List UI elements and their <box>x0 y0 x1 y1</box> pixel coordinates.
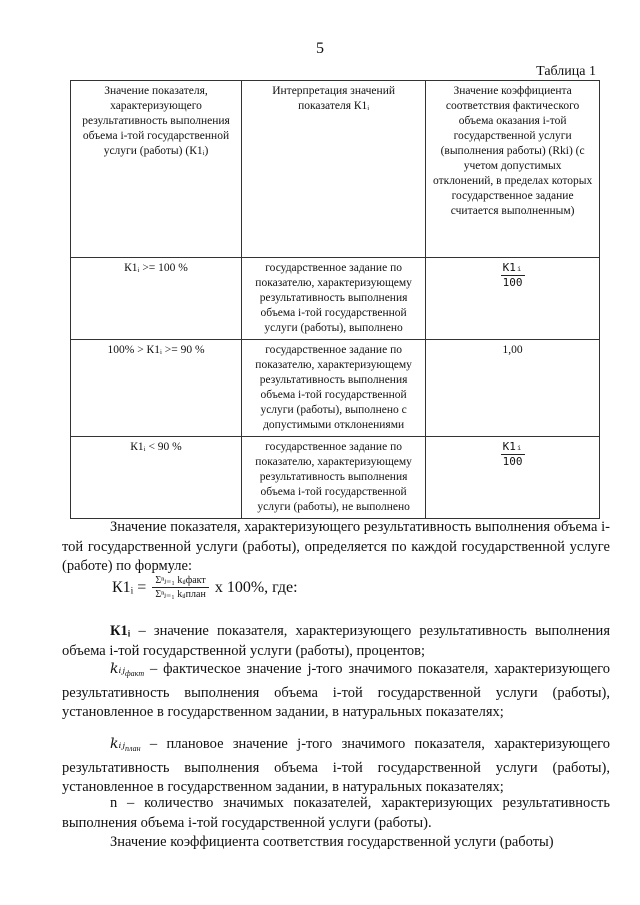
header-coefficient: Значение коэффициента соответствия фактического объема оказания i-той государственной услуги (выполнения работы) (Rki) (с учетом допустимых отклонений, в пределах которых государственное задание считается выполненным) <box>426 81 600 258</box>
header-interpretation: Интерпретация значений показателя К1ᵢ <box>242 81 426 258</box>
header-indicator-value: Значение показателя, характеризующего результативность выполнения объема i-той государственной услуги (работы) (К1ᵢ) <box>71 81 242 258</box>
closing-paragraph: Значение коэффициента соответствия государственной услуги (работы) <box>110 834 554 850</box>
row-interpretation: государственное задание по показателю, характеризующему результативность выполнения объема i-той государственной услуги (работы), не выполнено <box>242 437 426 519</box>
formula-lhs: К1ᵢ = <box>112 578 147 596</box>
table-caption: Таблица 1 <box>536 64 596 79</box>
definition-k1 <box>62 622 610 661</box>
page-number: 5 <box>316 40 324 57</box>
table-header-row <box>71 81 600 258</box>
intro-paragraph: Значение показателя, характеризующего результативность выполнения объема i-той государственной услуги (работы), определяется по каждой государственной услуге (работе) по формуле: <box>62 519 610 574</box>
formula-denominator: Σⁿⱼ₌₁ kᵢⱼплан <box>155 589 206 600</box>
coefficient-fraction <box>501 440 525 469</box>
row-interpretation: государственное задание по показателю, характеризующему результативность выполнения объема i-той государственной услуги (работы), выполнено с допустимыми отклонениями <box>242 340 426 437</box>
formula-fraction <box>152 574 209 601</box>
table-row <box>71 258 600 340</box>
fraction-numerator: К1ᵢ <box>502 440 523 453</box>
row-condition: 100% > К1ᵢ >= 90 % <box>71 340 242 437</box>
definition-k1-text: – значение показателя, характеризующего результативность выполнения объема i-той государственной услуги (работы), процентов; <box>62 623 610 659</box>
table-row <box>71 340 600 437</box>
definition-plan-text: – плановое значение j-того значимого показателя, характеризующего результативность выполнения объема i-той государственной услуги (работы), установленное в государственном задании, в натуральных показателях; <box>62 736 610 795</box>
results-table <box>70 80 600 519</box>
k-fact-subscript: факт <box>125 669 145 678</box>
fraction-denominator: 100 <box>502 276 523 289</box>
definition-fact <box>62 660 610 723</box>
definition-n: n – количество значимых показателей, характеризующих результативность выполнения объема i-той государственной услуги (работы). <box>62 795 610 831</box>
row-interpretation: государственное задание по показателю, характеризующему результативность выполнения объема i-той государственной услуги (работы), выполнено <box>242 258 426 340</box>
definition-plan <box>62 735 610 798</box>
fraction-denominator: 100 <box>502 455 523 468</box>
formula-numerator: Σⁿⱼ₌₁ kᵢⱼфакт <box>152 574 209 588</box>
row-condition: К1ᵢ < 90 % <box>71 437 242 519</box>
table-row <box>71 437 600 519</box>
row-coefficient: 1,00 <box>426 340 600 437</box>
row-condition: К1ᵢ >= 100 % <box>71 258 242 340</box>
k-plan-subscript: план <box>125 744 141 753</box>
row-coefficient <box>426 437 600 519</box>
formula-rhs: х 100%, где: <box>214 578 298 596</box>
k-fact-symbol: kᵢⱼ <box>110 661 125 677</box>
fraction-numerator: К1ᵢ <box>502 261 523 274</box>
k1-symbol: К1ᵢ <box>110 623 131 639</box>
definition-fact-text: – фактическое значение j-того значимого показателя, характеризующего результативность выполнения объема i-той государственной услуги (работы), установленное в государственном задании, в натуральных показателях; <box>62 661 611 720</box>
coefficient-fraction <box>501 261 525 290</box>
k1-formula <box>112 574 298 601</box>
k-plan-symbol: kᵢⱼ <box>110 736 125 752</box>
row-coefficient <box>426 258 600 340</box>
